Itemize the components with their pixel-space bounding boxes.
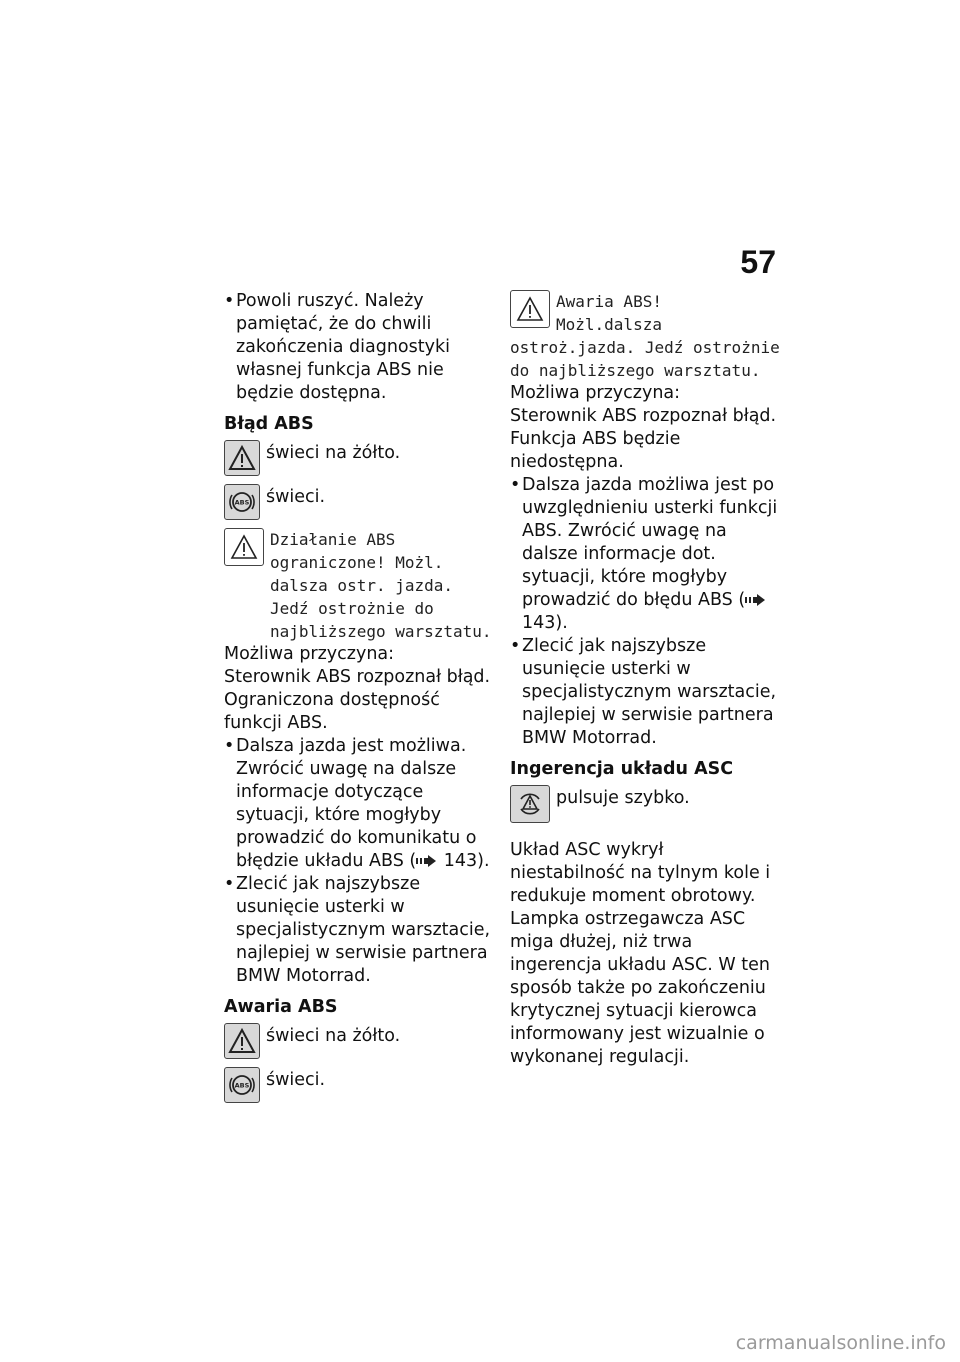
asc-lamp-text: pulsuje szybko. [556,788,690,808]
abs-lamp-icon [224,484,260,520]
warning-triangle-icon [224,528,264,566]
awaria-cause-label: Możliwa przyczyna: [510,383,681,403]
awaria-bullet-2: • Zlecić jak najszybsze usunięcie usterki w specjalistycznym warsztacie, najlepiej w serwisie partnera BMW Motorrad. [510,635,780,750]
blad-abs-lamp-text: świeci. [266,487,326,507]
page-reference-arrow-icon [416,855,438,867]
abs-lamp-icon [224,1067,260,1103]
warning-triangle-icon [510,290,550,328]
blad-bullet-1: • Dalsza jazda jest możliwa. Zwrócić uwagę na dalsze informacje dotyczące sytuacji, które mogłyby prowadzić do komunikatu o błędzie układu ABS ( 143). [224,735,492,873]
blad-display-line-1: Działanie ABS [270,530,396,549]
page-number: 57 [740,244,776,280]
blad-cause-text: Sterownik ABS rozpoznał błąd. Ograniczona dostępność funkcji ABS. [224,667,491,733]
svg-text:ABS: ABS [234,1081,250,1090]
svg-text:ABS: ABS [234,498,250,507]
page-reference-arrow-icon [745,594,767,606]
blad-abs-heading: Błąd ABS [224,414,314,434]
awaria-warning-lamp-text: świeci na żółto. [266,1026,401,1046]
blad-cause-label: Możliwa przyczyna: [224,644,395,664]
awaria-display-line-1: Awaria ABS! [556,292,662,311]
blad-bullet-2: • Zlecić jak najszybsze usunięcie usterki w specjalistycznym warsztacie, najlepiej w serwisie partnera BMW Motorrad. [224,873,492,988]
awaria-abs-lamp-row [224,1067,492,1103]
blad-ref-page: 143 [443,851,478,871]
blad-warning-lamp-text: świeci na żółto. [266,443,401,463]
awaria-cause-text: Sterownik ABS rozpoznał błąd. Funkcja ABS będzie niedostępna. [510,406,777,472]
blad-warning-lamp-row [224,440,492,476]
awaria-abs-lamp-text: świeci. [266,1070,326,1090]
warning-triangle-icon [224,1023,260,1059]
blad-abs-lamp-row [224,484,492,520]
warning-triangle-icon [224,440,260,476]
awaria-bullet-1: • Dalsza jazda możliwa jest po uwzględnieniu usterki funkcji ABS. Zwrócić uwagę na dalsze informacje dot. sytuacji, które mogłyby prowadzić do błędu ABS ( 143). [510,474,780,635]
asc-heading: Ingerencja układu ASC [510,759,734,779]
awaria-display-message [510,290,780,382]
awaria-warning-lamp-row [224,1023,492,1059]
right-column [510,290,780,1069]
awaria-abs-heading: Awaria ABS [224,997,338,1017]
asc-lamp-icon [510,785,550,823]
left-column [224,290,492,1103]
footer-watermark: carmanualsonline.info [735,1332,946,1354]
intro-bullet: • Powoli ruszyć. Należy pamiętać, że do chwili zakończenia diagnostyki własnej funkcja ABS nie będzie dostępna. [224,290,492,405]
blad-display-message [224,528,492,643]
asc-lamp-row [510,785,780,823]
awaria-display-line-2: Możl.dalsza ostroż.jazda. Jedź ostrożnie do najbliższego warsztatu. [510,315,780,380]
awaria-ref-page: 143 [522,613,556,633]
blad-display-line-2: ograniczone! Możl. dalsza ostr. jazda. Jedź ostrożnie do najbliższego warsztatu. [270,553,492,641]
asc-description: Układ ASC wykrył niestabilność na tylnym kole i redukuje moment obrotowy. Lampka ostrzegawcza ASC miga dłużej, niż trwa ingerencja układu ASC. W ten sposób także po zakończeniu krytycznej sytuacji kierowca informowany jest wizualnie o wykonanej regulacji. [510,840,771,1067]
